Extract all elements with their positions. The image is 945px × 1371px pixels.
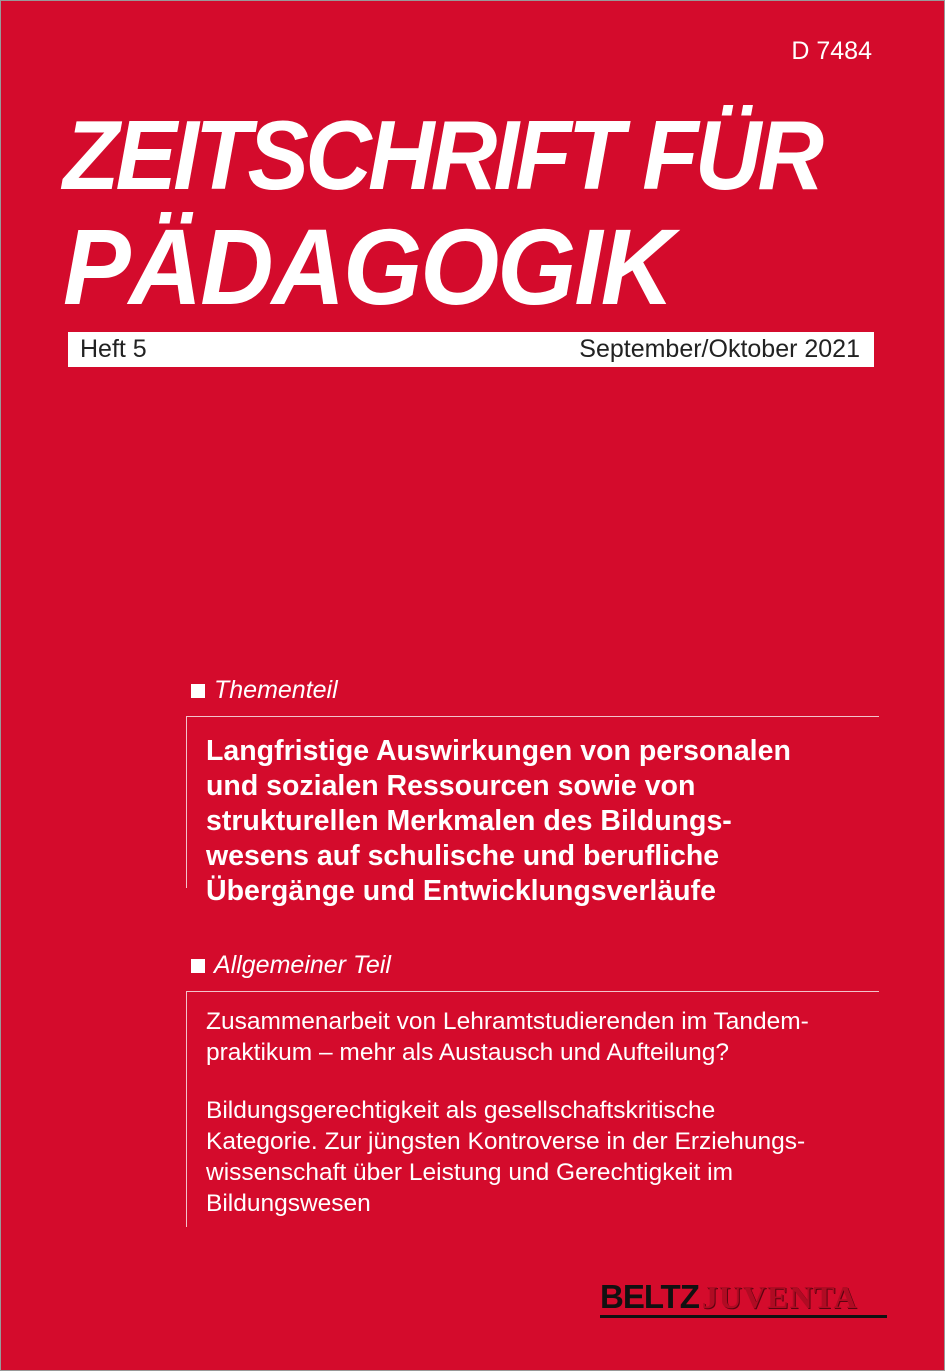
issue-bar (68, 332, 874, 367)
section-heading-allgemeiner-teil (191, 951, 391, 980)
section-heading-thementeil (191, 676, 338, 705)
section-heading-label: Allgemeiner Teil (214, 951, 391, 979)
publisher-logo (600, 1278, 887, 1318)
article-line: Bildungswesen (206, 1190, 371, 1217)
square-bullet-icon (191, 959, 205, 973)
journal-code: D 7484 (791, 37, 872, 65)
section-heading-label: Thementeil (214, 676, 338, 704)
issue-date: September/Oktober 2021 (579, 335, 860, 363)
publisher-name-juventa: JUVENTA (701, 1278, 858, 1315)
thementeil-line: Übergänge und Entwicklungsverläufe (206, 875, 716, 907)
article-line: wissenschaft über Leistung und Gerechtigkeit im (206, 1159, 734, 1186)
issue-number: Heft 5 (80, 335, 147, 363)
thementeil-title (206, 734, 866, 909)
title-line-2: PÄDAGOGIK (63, 206, 673, 327)
thementeil-line: und sozialen Ressourcen sowie von (206, 770, 696, 802)
article-title (206, 1006, 866, 1068)
article-line: Kategorie. Zur jüngsten Kontroverse in der Erziehungs- (206, 1128, 806, 1155)
thementeil-line: wesens auf schulische und berufliche (206, 840, 720, 872)
square-bullet-icon (191, 684, 205, 698)
allgemeiner-teil-articles (206, 1006, 866, 1219)
title-line-1: ZEITSCHRIFT FÜR (63, 100, 821, 210)
article-title (206, 1095, 866, 1219)
publisher-name-beltz: BELTZ (600, 1278, 699, 1315)
article-line: Bildungsgerechtigkeit als gesellschaftskritische (206, 1097, 716, 1124)
thementeil-line: strukturellen Merkmalen des Bildungs- (206, 805, 732, 837)
article-line: praktikum – mehr als Austausch und Aufteilung? (206, 1039, 729, 1066)
thementeil-line: Langfristige Auswirkungen von personalen (206, 735, 791, 767)
article-line: Zusammenarbeit von Lehramtstudierenden im Tandem- (206, 1008, 809, 1035)
